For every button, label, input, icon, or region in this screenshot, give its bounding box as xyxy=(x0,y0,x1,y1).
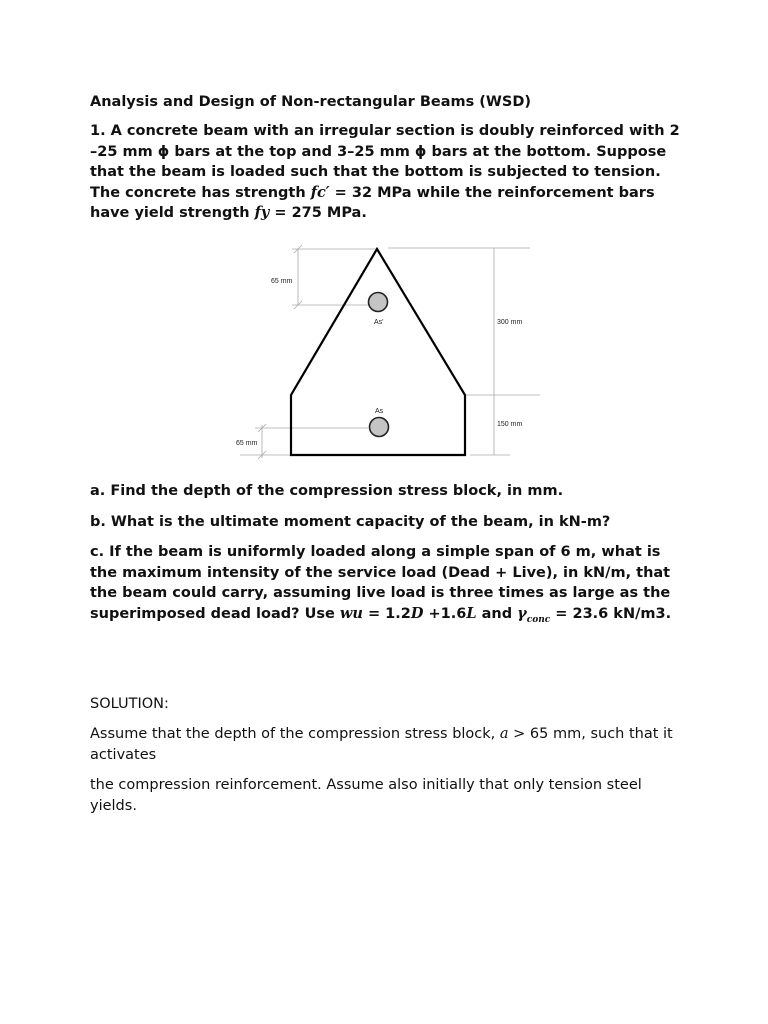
question-a: a. Find the depth of the compression stress block, in mm. xyxy=(90,483,564,499)
l-symbol: L xyxy=(466,604,477,622)
solution-paragraph-1 xyxy=(90,724,690,765)
problem-statement xyxy=(90,121,690,224)
question-b: b. What is the ultimate moment capacity of the beam, in kN-m? xyxy=(90,514,611,530)
bottom-bar-label: As xyxy=(375,408,384,415)
fy-symbol: fy xyxy=(254,204,270,221)
total-height-label: 300 mm xyxy=(497,319,523,326)
gamma-symbol: γ xyxy=(517,604,527,622)
problem-text-3: = 275 MPa. xyxy=(269,205,367,221)
side-height-label: 150 mm xyxy=(497,421,523,428)
top-rebar xyxy=(369,293,388,312)
wu-symbol: wu xyxy=(339,604,363,622)
solution-heading: SOLUTION: xyxy=(90,696,169,712)
problem-text-2: = 32 MPa while the reinforcement bars have yield strength xyxy=(90,184,655,221)
question-c-text-2: = 1.2 xyxy=(362,605,411,622)
solution-text-1b: > 65 mm, such that it activates xyxy=(90,726,673,763)
problem-text-1: 1. A concrete beam with an irregular section is doubly reinforced with 2 –25 mm ϕ bars at the top and 3–25 mm ϕ bars at the bottom. Suppose that the beam is loaded such that the bottom is subjected to tension. The concrete has strength xyxy=(90,123,680,201)
bottom-rebar xyxy=(370,418,389,437)
gamma-subscript: conc xyxy=(526,614,551,625)
question-c-text-3: +1.6 xyxy=(423,605,467,622)
question-c-text-5: = 23.6 kN/m3. xyxy=(550,605,672,622)
bottom-cover-label: 65 mm xyxy=(236,440,258,447)
beam-section-figure xyxy=(228,243,540,463)
solution-text-1a: Assume that the depth of the compression stress block, xyxy=(90,726,500,742)
top-bar-label: As' xyxy=(374,319,384,326)
question-c-text-1: c. If the beam is uniformly loaded along a simple span of 6 m, what is the maximum intensity of the service load (Dead + Live), in kN/m, that the beam could carry, assuming live load is three times as large as the superimposed dead load? Use xyxy=(90,544,671,622)
top-cover-label: 65 mm xyxy=(271,278,293,285)
question-c xyxy=(90,542,690,630)
solution-paragraph-2: the compression reinforcement. Assume also initially that only tension steel yields. xyxy=(90,777,642,814)
a-symbol: a xyxy=(499,726,509,742)
fc-symbol: fc′ xyxy=(310,183,330,201)
question-c-text-4: and xyxy=(476,605,518,622)
d-symbol: D xyxy=(410,604,424,622)
document-title: Analysis and Design of Non-rectangular Beams (WSD) xyxy=(90,94,532,110)
